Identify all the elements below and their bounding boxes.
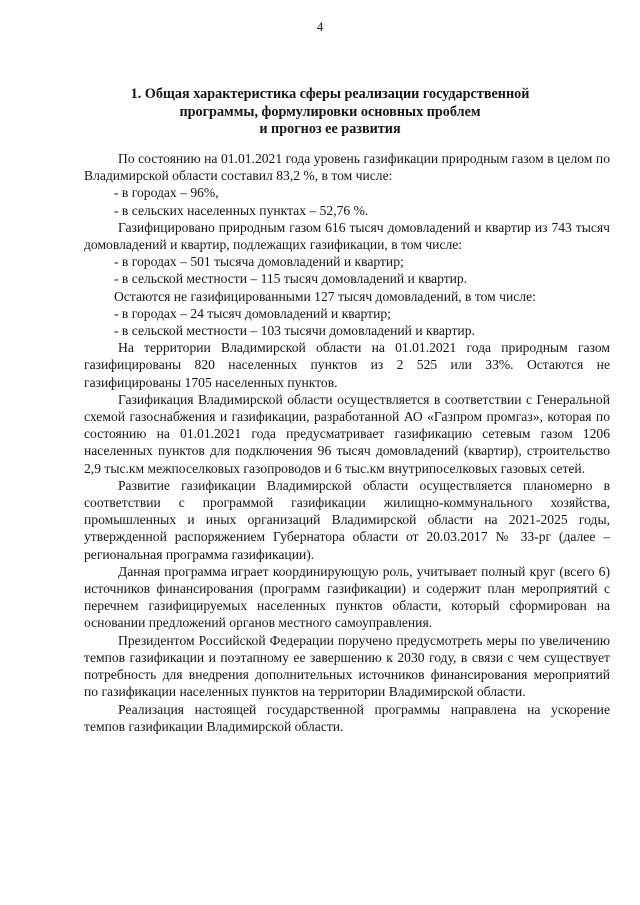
paragraph: Реализация настоящей государственной программы направлена на ускорение темпов газификации Владимирской области. <box>84 701 610 734</box>
section-heading <box>80 86 580 139</box>
paragraph: Данная программа играет координирующую роль, учитывает полный круг (всего 6) источников финансирования (программ газификации) и содержит план мероприятий с перечнем газифицируемых населенных пунктов области, который сформирован на основании предложений органов местного самоуправления. <box>84 563 610 631</box>
list-item: - в городах – 24 тысяч домовладений и квартир; <box>114 305 391 321</box>
paragraph: Газификация Владимирской области осуществляется в соответствии с Генеральной схемой газоснабжения и газификации, разработанной АО «Газпром промгаз», которая по состоянию на 01.01.2021 года предусматривает газификацию сетевым газом 1206 населенных пунктов для подключения 96 тысяч домовладений (квартир), строительство 2,9 тыс.км межпоселковых газопроводов и 6 тыс.км внутрипоселковых газовых сетей. <box>84 391 610 476</box>
paragraph: По состоянию на 01.01.2021 года уровень газификации природным газом в целом по Владимирской области составил 83,2 %, в том числе: <box>84 151 610 184</box>
list-item: - в городах – 96%, <box>114 185 219 201</box>
paragraph: Газифицировано природным газом 616 тысяч домовладений и квартир из 743 тысяч домовладений и квартир, подлежащих газификации, в том числе: <box>84 219 610 253</box>
paragraph: Президентом Российской Федерации поручено предусмотреть меры по увеличению темпов газификации и поэтапному ее завершению к 2030 году, в связи с чем существует потребность для внедрения дополнительных источников финансирования мероприятий по газификации населенных пунктов на территории Владимирской области. <box>84 632 610 700</box>
page-number: 4 <box>316 19 324 34</box>
list-item: - в городах – 501 тысяча домовладений и квартир; <box>114 254 404 270</box>
list-item: - в сельских населенных пунктах – 52,76 %. <box>114 202 369 218</box>
paragraph: Остаются не газифицированными 127 тысяч домовладений, в том числе: <box>114 288 536 304</box>
heading-line: 1. Общая характеристика сферы реализации государственной <box>130 86 530 102</box>
list-item: - в сельской местности – 115 тысяч домовладений и квартир. <box>114 271 468 287</box>
heading-line: и прогноз ее развития <box>259 121 401 137</box>
paragraph: На территории Владимирской области на 01.01.2021 года природным газом газифицированы 820 населенных пунктов из 2 525 или 33%. Остаются не газифицированы 1705 населенных пунктов. <box>84 340 610 390</box>
list-item: - в сельской местности – 103 тысячи домовладений и квартир. <box>114 323 475 339</box>
heading-line: программы, формулировки основных проблем <box>179 103 481 120</box>
document-body <box>84 150 610 735</box>
paragraph: Развитие газификации Владимирской области осуществляется планомерно в соответствии с программой газификации жилищно-коммунального хозяйства, промышленных и иных организаций Владимирской области на 2021-2025 годы, утвержденной распоряжением Губернатора области от 20.03.2017 № 33-рг (далее – региональная программа газификации). <box>84 477 610 562</box>
